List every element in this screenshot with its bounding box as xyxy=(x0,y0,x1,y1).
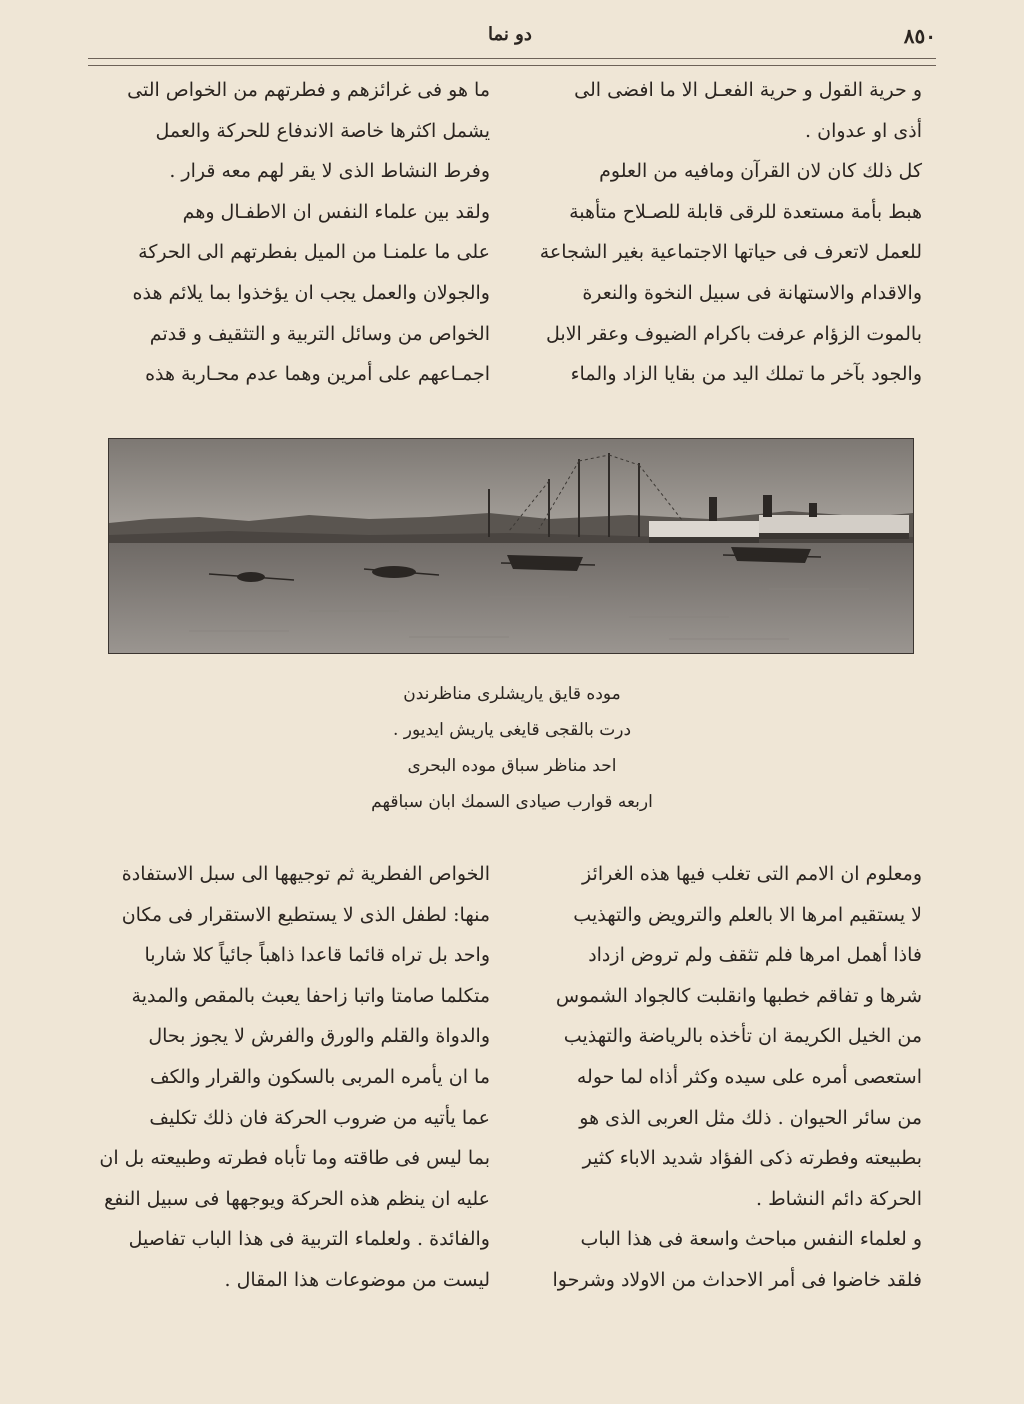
text-line: كل ذلك كان لان القرآن ومافيه من العلوم xyxy=(599,160,922,183)
caption-line: احد مناظر سباق موده البحرى xyxy=(407,756,617,776)
text-line: منها: لطفل الذى لا يستطيع الاستقرار فى مكان xyxy=(121,903,490,926)
page-number: ٨٥٠ xyxy=(903,24,936,48)
text-line: عليه ان ينظم هذه الحركة ويوجهها فى سبيل النفع xyxy=(104,1187,490,1210)
caption-line: اربعه قوارب صيادى السمك ابان سباقهم xyxy=(371,792,653,812)
bottom-right-column xyxy=(520,854,922,1334)
text-line: على ما علمنـا من الميل بفطرتهم الى الحركة xyxy=(138,241,490,264)
text-line: من سائر الحيوان . ذلك مثل العربى الذى هو xyxy=(579,1106,922,1129)
text-line: و حرية القول و حرية الفعـل الا ما افضى الى xyxy=(574,79,922,101)
text-line: والاقدام والاستهانة فى سبيل النخوة والنعرة xyxy=(582,281,922,304)
top-right-column xyxy=(520,70,922,420)
top-left-column xyxy=(90,70,490,420)
text-line: و لعلماء النفس مباحث واسعة فى هذا الباب xyxy=(580,1228,922,1251)
text-line: استعصى أمره على سيده وكثر أذاه لما حوله xyxy=(576,1065,922,1088)
text-line: بما ليس فى طاقته وما تأباه فطرته وطبيعته بل ان xyxy=(99,1147,490,1170)
text-line: هبط بأمة مستعدة للرقى قابلة للصـلاح متأهبة xyxy=(569,200,922,223)
text-line: عما يأتيه من ضروب الحركة فان ذلك تكليف xyxy=(149,1106,490,1129)
text-line: ما هو فى غرائزهم و فطرتهم من الخواص التى xyxy=(127,79,490,101)
header-rule xyxy=(88,58,936,66)
text-line: واحد بل تراه قائما قاعدا ذاهباً جائياً كلا شاربا xyxy=(144,944,490,967)
text-line: بالموت الزؤام عرفت باكرام الضيوف وعقر الابل xyxy=(546,322,922,345)
text-line: الخواص من وسائل التربية و التثقيف و قدتم xyxy=(149,322,490,345)
text-line: يشمل اكثرها خاصة الاندفاع للحركة والعمل xyxy=(155,119,490,142)
text-line: الحركة دائم النشاط . xyxy=(756,1187,922,1210)
text-line: الخواص الفطرية ثم توجيهها الى سبل الاستفادة xyxy=(121,863,490,885)
text-line: ومعلوم ان الامم التى تغلب فيها هذه الغرائز xyxy=(582,863,922,885)
text-line: ما ان يأمره المربى بالسكون والقرار والكف xyxy=(149,1065,490,1088)
text-line: اجمـاعهم على أمرين وهما عدم محـاربة هذه xyxy=(145,363,490,386)
text-line: ولقد بين علماء النفس ان الاطفـال وهم xyxy=(182,200,490,223)
text-line: بطبيعته وفطرته ذكى الفؤاد شديد الاباء كثير xyxy=(582,1147,922,1170)
text-line: متكلما صامتا واتبا زاحفا يعبث بالمقص والمدية xyxy=(131,984,490,1007)
bottom-left-column xyxy=(90,854,490,1334)
photo-caption xyxy=(300,676,724,820)
text-line: والدواة والقلم والورق والفرش لا يجوز بحال xyxy=(148,1025,490,1048)
boat-race-photograph xyxy=(108,438,914,654)
caption-line: درت بالقجى قايغى ياريش ايديور . xyxy=(392,720,632,740)
text-line: فلقد خاضوا فى أمر الاحداث من الاولاد وشرحوا xyxy=(552,1268,922,1291)
text-line: وفرط النشاط الذى لا يقر لهم معه قرار . xyxy=(169,160,490,183)
text-line: من الخيل الكريمة ان تأخذه بالرياضة والتهذيب xyxy=(563,1025,922,1048)
journal-name: دو نما xyxy=(488,24,532,45)
text-line: والجود بآخر ما تملك اليد من بقايا الزاد والماء xyxy=(570,363,922,386)
text-line: شرها و تفاقم خطبها وانقلبت كالجواد الشموس xyxy=(555,984,922,1007)
text-line: لا يستقيم امرها الا بالعلم والترويض والتهذيب xyxy=(573,903,922,926)
caption-line: موده قايق ياريشلرى مناظرندن xyxy=(403,684,621,704)
text-line: للعمل لاتعرف فى حياتها الاجتماعية بغير الشجاعة xyxy=(539,241,922,264)
page-header xyxy=(88,18,936,58)
text-line: فاذا أهمل امرها فلم تثقف ولم تروض ازداد xyxy=(588,944,922,967)
text-line: ليست من موضوعات هذا المقال . xyxy=(224,1268,490,1291)
text-line: والفائدة . ولعلماء التربية فى هذا الباب تفاصيل xyxy=(128,1228,490,1251)
text-line: أذى او عدوان . xyxy=(805,119,922,142)
harbor-scene-illustration xyxy=(109,439,913,653)
text-line: والجولان والعمل يجب ان يؤخذوا بما يلائم هذه xyxy=(132,281,490,304)
